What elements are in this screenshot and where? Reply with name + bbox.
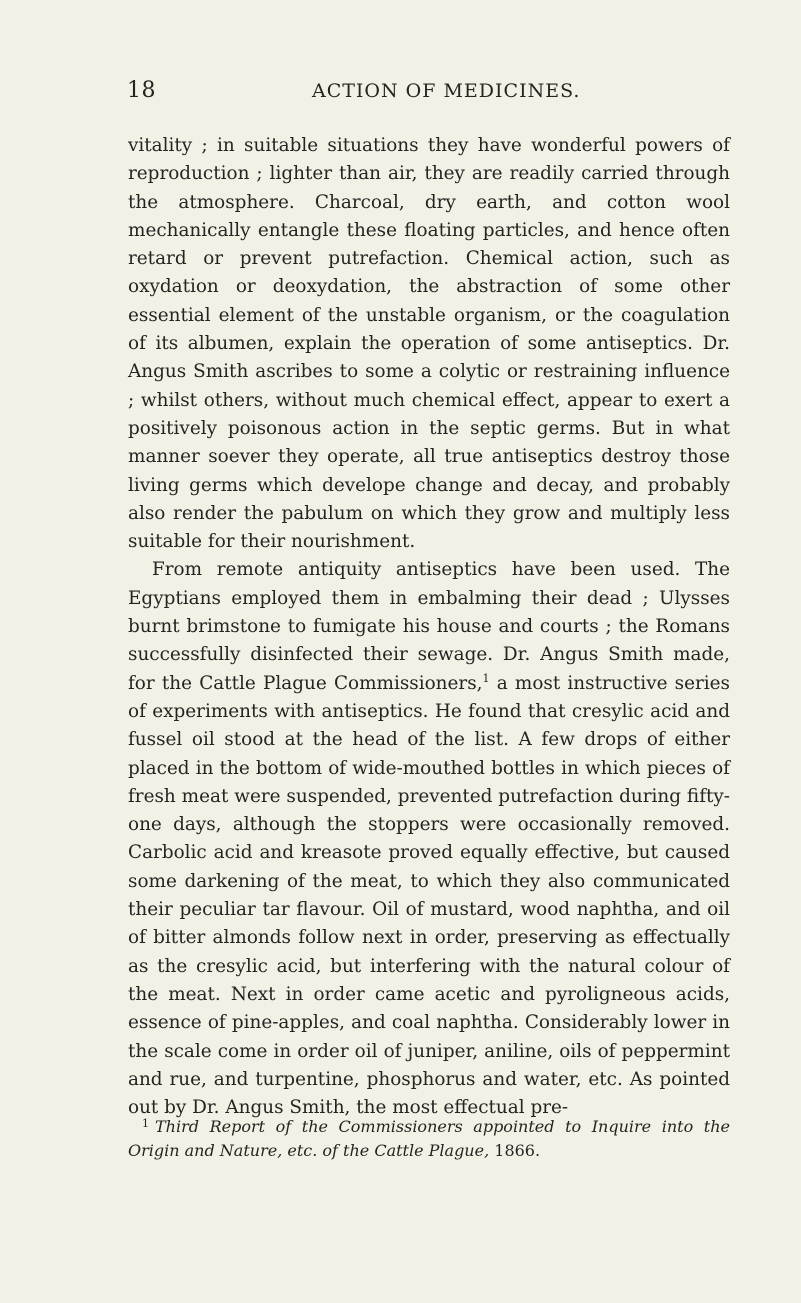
body-text — [128, 132, 730, 1122]
paragraph: vitality ; in suitable situations they have wonderful powers of reproduction ; lighter than air, they are readily carried through the atmosphere. Charcoal, dry earth, and cotton wool mechanically entangle these floating particles, and hence often retard or prevent putrefaction. Chemical action, such as oxydation or deoxydation, the abstraction of some other essential element of the unstable organism, or the coagulation of its albumen, explain the operation of some antiseptics. Dr. Angus Smith ascribes to some a colytic or restraining influence ; whilst others, without much chemical effect, appear to exert a positively poisonous action in the septic germs. But in what manner soever they operate, all true antiseptics destroy those living germs which develope change and decay, and probably also render the pabulum on which they grow and multiply less suitable for their nourishment. — [128, 135, 730, 553]
footnote-title: Third Report of the Commissioners appointed to Inquire into the Origin and Nature, etc. of the Cattle Plague, — [128, 1117, 730, 1160]
footnote-year: 1866. — [489, 1141, 541, 1160]
running-head: ACTION OF MEDICINES. — [312, 80, 581, 102]
paragraph-text: From remote antiquity antiseptics have been used. The Egyptians employed them in embalming their dead ; Ulysses burnt brimstone to fumigate his house and courts ; the Romans successfully disinfected their sewage. Dr. Angus Smith made, for the Cattle Plague Commissioners, — [128, 559, 730, 694]
footnotes — [128, 1112, 730, 1163]
paragraph-text: a most instructive series of experiments with antiseptics. He found that cresylic acid and fussel oil stood at the head of the list. A few drops of either placed in the bottom of wide-mouthed bottles in which pieces of fresh meat were suspended, prevented putrefaction during fifty-one days, although the stoppers were occasionally removed. Carbolic acid and kreasote proved equally effective, but caused some darkening of the meat, to which they also communicated their peculiar tar flavour. Oil of mustard, wood naphtha, and oil of bitter almonds follow next in order, preserving as effectually as the cresylic acid, but interfering with the natural colour of the meat. Next in order came acetic and pyroligneous acids, essence of pine-apples, and coal naphtha. Considerably lower in the scale come in order oil of juniper, aniline, oils of peppermint and rue, and turpentine, phosphorus and water, etc. As pointed out by Dr. Angus Smith, the most effectual pre- — [128, 672, 730, 1119]
footnote-reference: 1 — [482, 671, 490, 685]
footnote-marker: 1 — [142, 1117, 149, 1130]
paragraph — [128, 556, 730, 1122]
page-number: 18 — [127, 78, 156, 103]
footnote — [128, 1112, 730, 1163]
